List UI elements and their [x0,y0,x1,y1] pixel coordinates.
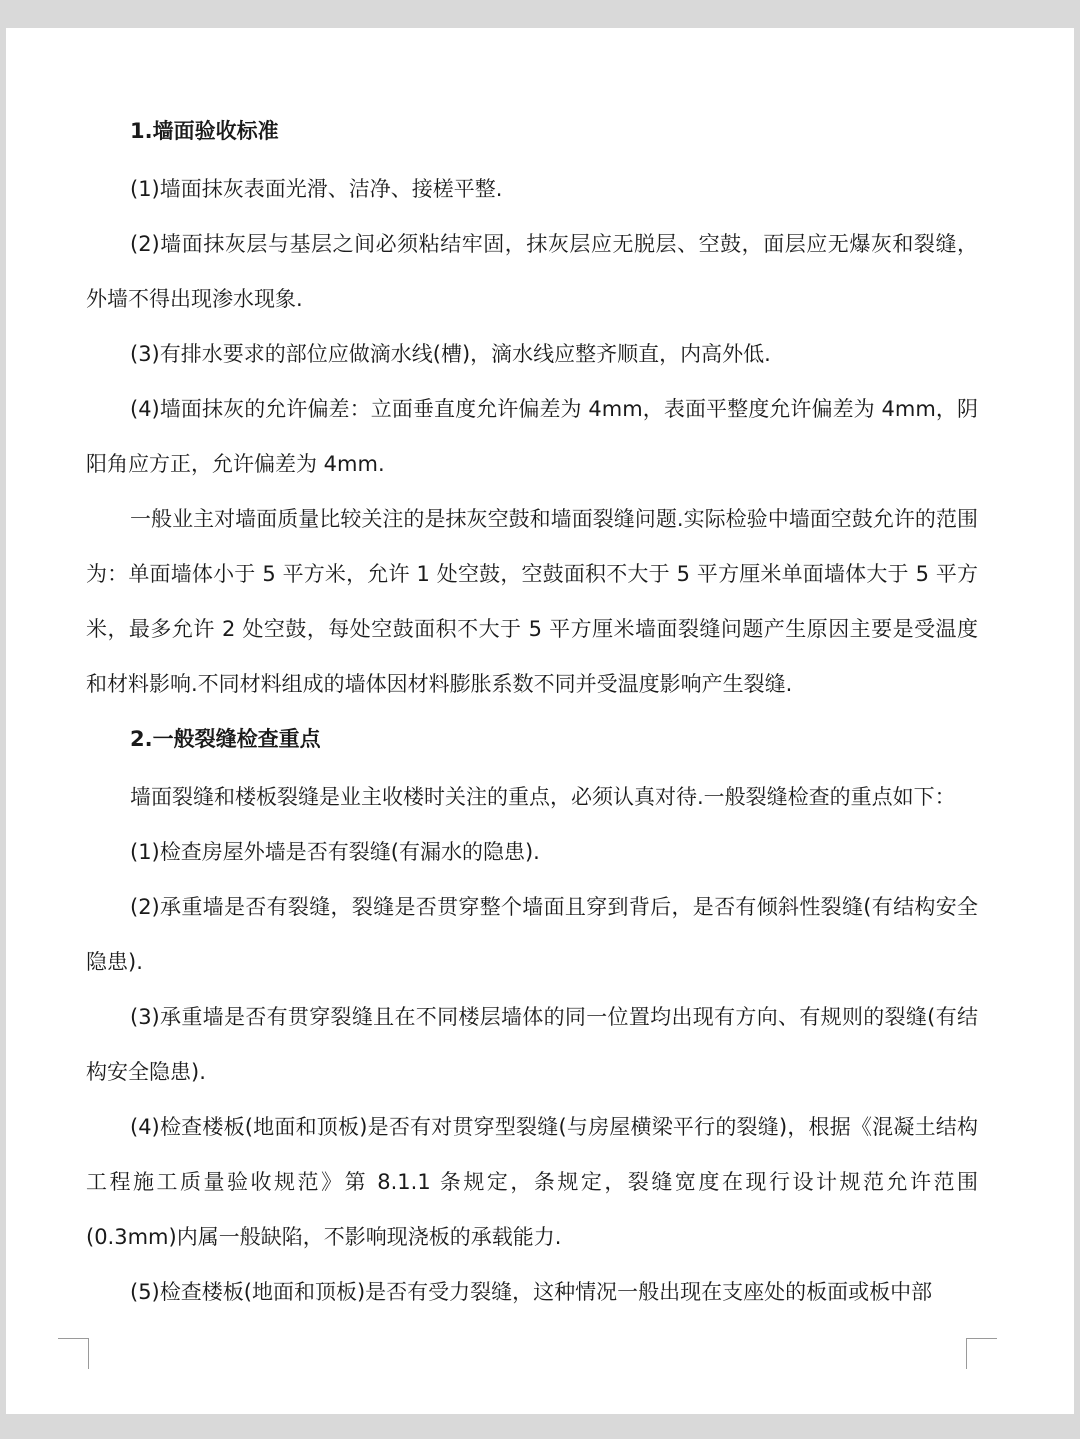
section-2-intro: 墙面裂缝和楼板裂缝是业主收楼时关注的重点，必须认真对待.一般裂缝检查的重点如下： [130,785,956,809]
section-1-title: 1.墙面验收标准 [130,119,279,143]
section-2-item-3: (3)承重墙是否有贯穿裂缝且在不同楼层墙体的同一位置均出现有方向、有规则的裂缝(有结构安全隐患). [86,1005,978,1084]
page-corner-mark-left [58,1338,89,1369]
section-1-item-1: (1)墙面抹灰表面光滑、洁净、接槎平整. [130,177,503,201]
page-corner-mark-right [966,1338,997,1369]
section-2-item-4: (4)检查楼板(地面和顶板)是否有对贯穿型裂缝(与房屋横梁平行的裂缝)，根据《混凝土结构工程施工质量验收规范》第 8.1.1 条规定，条规定，裂缝宽度在现行设计规范允许范围(0.3mm)内属一般缺陷，不影响现浇板的承载能力. [86,1115,978,1249]
document-page [6,28,1074,1414]
section-2-item-1: (1)检查房屋外墙是否有裂缝(有漏水的隐患). [130,840,540,864]
section-1-item-2: (2)墙面抹灰层与基层之间必须粘结牢固，抹灰层应无脱层、空鼓，面层应无爆灰和裂缝，外墙不得出现渗水现象. [86,232,978,311]
document-body [86,104,978,1320]
section-2-title: 2.一般裂缝检查重点 [130,727,321,751]
section-2-item-2: (2)承重墙是否有裂缝，裂缝是否贯穿整个墙面且穿到背后，是否有倾斜性裂缝(有结构安全隐患). [86,895,978,974]
section-2-item-5: (5)检查楼板(地面和顶板)是否有受力裂缝，这种情况一般出现在支座处的板面或板中部 [130,1280,933,1304]
section-1-item-4: (4)墙面抹灰的允许偏差：立面垂直度允许偏差为 4mm，表面平整度允许偏差为 4mm，阴阳角应方正，允许偏差为 4mm. [86,397,978,476]
section-1-summary: 一般业主对墙面质量比较关注的是抹灰空鼓和墙面裂缝问题.实际检验中墙面空鼓允许的范围为：单面墙体小于 5 平方米，允许 1 处空鼓，空鼓面积不大于 5 平方厘米单面墙体大于 5 平方米，最多允许 2 处空鼓，每处空鼓面积不大于 5 平方厘米墙面裂缝问题产生原因主要是受温度和材料影响.不同材料组成的墙体因材料膨胀系数不同并受温度影响产生裂缝. [86,507,978,696]
section-1-item-3: (3)有排水要求的部位应做滴水线(槽)，滴水线应整齐顺直，内高外低. [130,342,771,366]
